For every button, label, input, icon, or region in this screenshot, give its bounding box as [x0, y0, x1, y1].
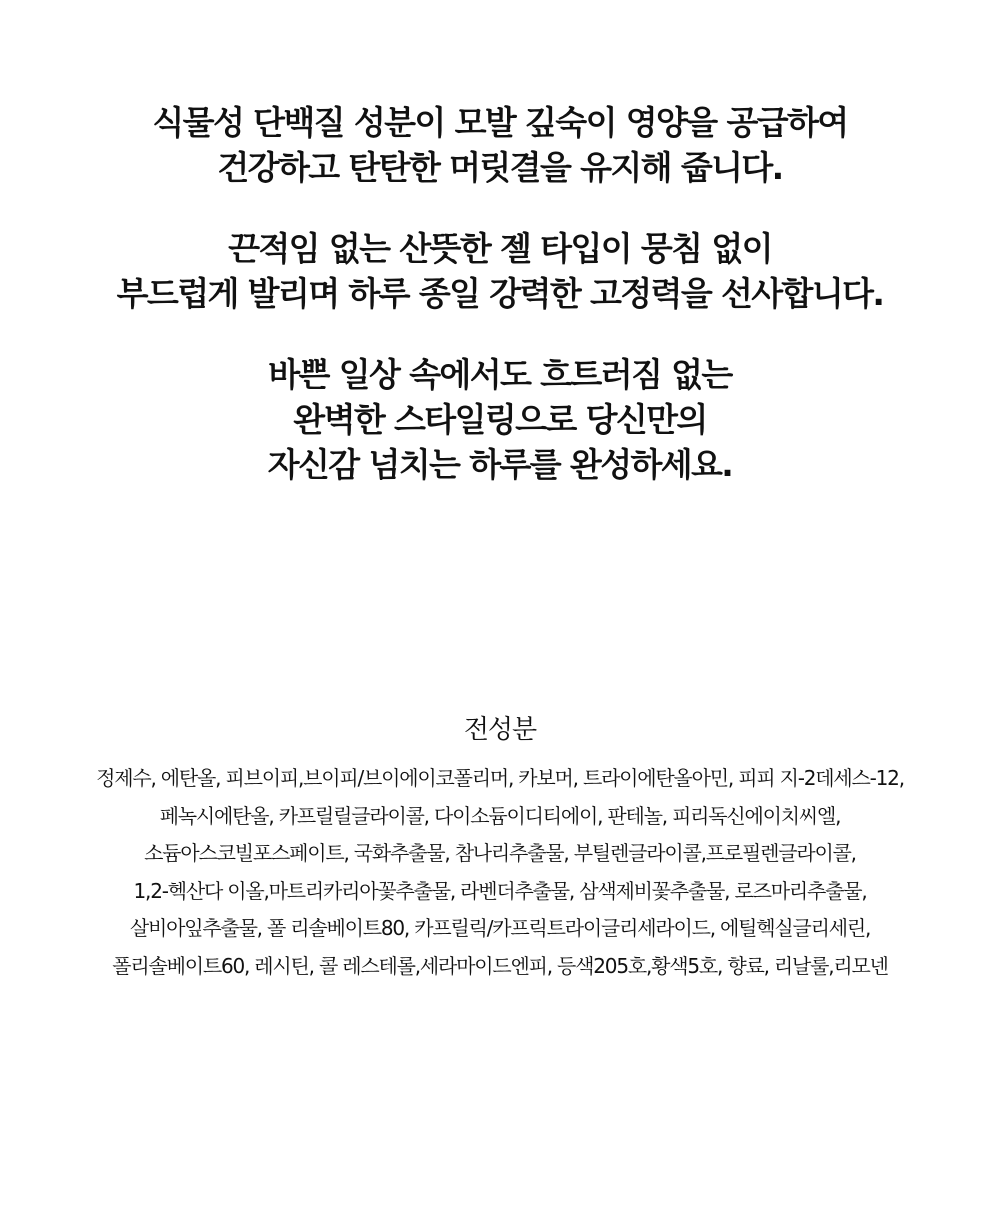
description-line: 끈적임 없는 산뜻한 젤 타입이 뭉침 없이: [228, 229, 772, 268]
ingredients-line: 살비아잎추출물, 폴 리솔베이트80, 카프릴릭/카프릭트라이글리세라이드, 에틸헥실글리세린,: [129, 916, 871, 940]
description-paragraph-3: [0, 352, 1000, 487]
ingredients-line: 페녹시에탄올, 카프릴릴글라이콜, 다이소듐이디티에이, 판테놀, 피리독신에이치씨엘,: [159, 803, 841, 828]
ingredients-line: 1,2-헥산다 이올,마트리카리아꽃추출물, 라벤더추출물, 삼색제비꽃추출물, 로즈마리추출물,: [133, 878, 867, 903]
ingredients-list: [0, 760, 1000, 985]
ingredients-title: 전성분: [463, 715, 537, 745]
ingredients-line: 폴리솔베이트60, 레시틴, 콜 레스테롤,세라마이드엔피, 등색205호,황색5호, 향료, 리날룰,리모넨: [112, 953, 888, 978]
description-line: 건강하고 탄탄한 머릿결을 유지해 줍니다.: [217, 148, 783, 187]
description-line: 완벽한 스타일링으로 당신만의: [293, 400, 707, 439]
description-line: 자신감 넘치는 하루를 완성하세요.: [267, 445, 733, 484]
ingredients-section: [0, 710, 1000, 985]
description-paragraph-2: [0, 226, 1000, 316]
description-line: 부드럽게 발리며 하루 종일 강력한 고정력을 선사합니다.: [116, 274, 884, 313]
product-description: [0, 100, 1000, 523]
description-paragraph-1: [0, 100, 1000, 190]
ingredients-line: 소듐아스코빌포스페이트, 국화추출물, 참나리추출물, 부틸렌글라이콜,프로필렌글라이콜,: [144, 841, 856, 865]
description-line: 식물성 단백질 성분이 모발 깊숙이 영양을 공급하여: [152, 103, 848, 142]
description-line: 바쁜 일상 속에서도 흐트러짐 없는: [268, 355, 732, 394]
ingredients-line: 정제수, 에탄올, 피브이피,브이피/브이에이코폴리머, 카보머, 트라이에탄올아민, 피피 지-2데세스-12,: [96, 766, 904, 790]
